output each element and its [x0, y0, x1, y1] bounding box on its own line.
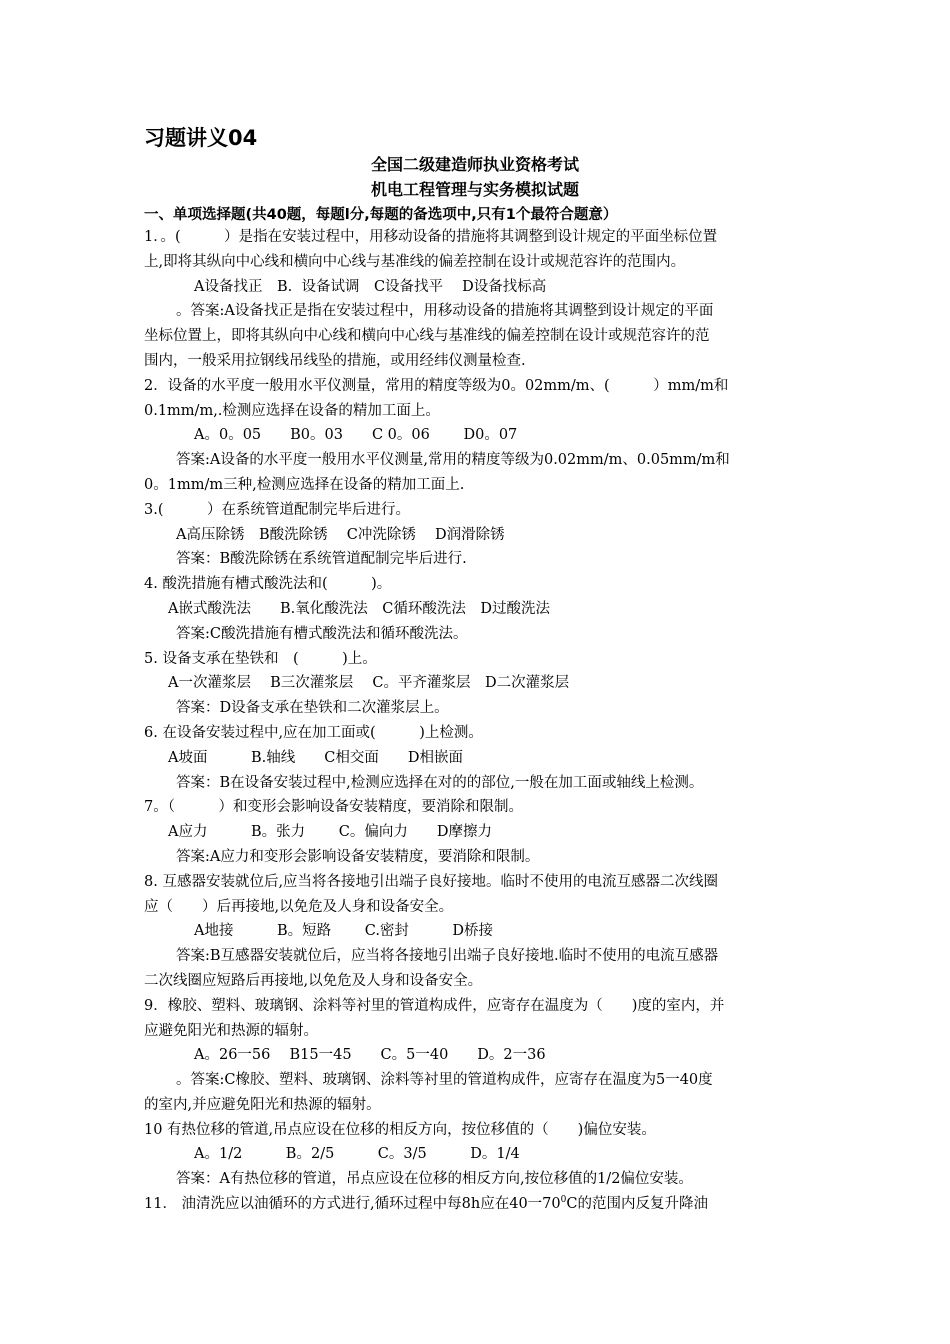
- question-text: [144, 1192, 806, 1217]
- answer-options: A高压除锈 B酸洗除锈 C冲洗除锈 D润滑除锈: [176, 526, 505, 543]
- exam-title: 全国二级建造师执业资格考试: [370, 155, 579, 174]
- answer-explanation: 。答案:A设备找正是指在安装过程中，用移动设备的措施将其调整到设计规定的平面: [176, 303, 714, 320]
- exam-subtitle: 机电工程管理与实务模拟试题: [370, 180, 579, 199]
- question-text: 6. 在设备安装过程中,应在加工面或( )上检测。: [144, 724, 483, 741]
- question-text: 10 有热位移的管道,吊点应设在位移的相反方向，按位移值的（ )偏位安装。: [144, 1121, 656, 1138]
- question-text: 8. 互感器安装就位后,应当将各接地引出端子良好接地。临时不使用的电流互感器二次线圈: [144, 873, 719, 890]
- question-text-part: 11． 油清洗应以油循环的方式进行,循环过程中每8h应在40一70: [144, 1196, 561, 1213]
- question-text: 5. 设备支承在垫铁和 ( )上。: [144, 650, 377, 667]
- answer-explanation: 坐标位置上，即将其纵向中心线和横向中心线与基准线的偏差控制在设计或规范容许的范: [144, 328, 710, 345]
- answer-explanation: 答案：A有热位移的管道，吊点应设在位移的相反方向,按位移值的1/2偏位安装。: [176, 1171, 693, 1188]
- question-body: [144, 225, 806, 1217]
- question-text: 0.1mm/m,.检测应选择在设备的精加工面上。: [144, 402, 440, 419]
- answer-explanation: 。答案:C橡胶、塑料、玻璃钢、涂料等衬里的管道构成件，应寄存在温度为5一40度: [176, 1072, 713, 1089]
- answer-options: A设备找正 B. 设备试调 C设备找平 D设备找标高: [194, 278, 547, 295]
- degree-superscript: 0: [560, 1195, 567, 1206]
- document-title: 习题讲义04: [144, 126, 258, 150]
- question-text: 9．橡胶、塑料、玻璃钢、涂料等衬里的管道构成件，应寄存在温度为（ )度的室内，并: [144, 997, 725, 1014]
- answer-explanation: 二次线圈应短路后再接地,以免危及人身和设备安全。: [144, 972, 483, 989]
- answer-options: A一次灌浆层 B三次灌浆层 C。平齐灌浆层 D二次灌浆层: [168, 675, 570, 692]
- question-text: 上,即将其纵向中心线和横向中心线与基准线的偏差控制在设计或规范容许的范围内。: [144, 253, 686, 270]
- answer-options: A。0。05 B0。03 C 0。06 D0。07: [194, 427, 518, 444]
- answer-options: A。26一56 B15一45 C。5一40 D。2一36: [194, 1047, 546, 1064]
- answer-explanation: 答案：B酸洗除锈在系统管道配制完毕后进行.: [176, 551, 467, 568]
- answer-explanation: 答案:A设备的水平度一般用水平仪测量,常用的精度等级为0.02mm/m、0.05mm/m和: [176, 452, 730, 469]
- question-text: 1．。( ）是指在安装过程中，用移动设备的措施将其调整到设计规定的平面坐标位置: [144, 229, 718, 245]
- section-heading: 一、单项选择题(共40题，每题l分,每题的备选项中,只有1个最符合题意）: [144, 207, 618, 223]
- question-text-part: C的范围内反复升降油: [566, 1196, 708, 1213]
- answer-explanation: 答案:C酸洗措施有槽式酸洗法和循环酸洗法。: [176, 625, 468, 642]
- question-text: 应避免阳光和热源的辐射。: [144, 1022, 318, 1039]
- answer-explanation: 围内，一般采用拉钢线吊线坠的措施，或用经纬仪测量检查.: [144, 352, 526, 369]
- answer-explanation: 的室内,并应避免阳光和热源的辐射。: [144, 1096, 381, 1113]
- answer-options: A坡面 B.轴线 C相交面 D相嵌面: [168, 749, 463, 766]
- answer-explanation: 答案:B互感器安装就位后，应当将各接地引出端子良好接地.临时不使用的电流互感器: [176, 948, 719, 965]
- answer-explanation: 答案：B在设备安装过程中,检测应选择在对的的部位,一般在加工面或轴线上检测。: [176, 774, 704, 791]
- question-text: 2．设备的水平度一般用水平仪测量，常用的精度等级为0。02mm/m、( ）mm/m和: [144, 377, 729, 394]
- question-text: 3.( ）在系统管道配制完毕后进行。: [144, 501, 410, 518]
- answer-explanation: 答案:A应力和变形会影响设备安装精度，要消除和限制。: [176, 848, 540, 865]
- answer-options: A地接 B。短路 C.密封 D桥接: [194, 923, 494, 940]
- answer-explanation: 0。1mm/m三种,检测应选择在设备的精加工面上.: [144, 476, 465, 493]
- answer-options: A应力 B。张力 C。偏向力 D摩擦力: [168, 824, 492, 841]
- answer-options: A嵌式酸洗法 B.氧化酸洗法 C循环酸洗法 D过酸洗法: [168, 600, 550, 617]
- answer-explanation: 答案：D设备支承在垫铁和二次灌浆层上。: [176, 700, 449, 717]
- question-text: 7。（ ）和变形会影响设备安装精度，要消除和限制。: [144, 799, 523, 816]
- question-text: 应（ ）后再接地,以免危及人身和设备安全。: [144, 898, 454, 915]
- question-text: 4. 酸洗措施有槽式酸洗法和( )。: [144, 576, 392, 593]
- answer-options: A。1/2 B。2/5 C。3/5 D。1/4: [194, 1146, 520, 1163]
